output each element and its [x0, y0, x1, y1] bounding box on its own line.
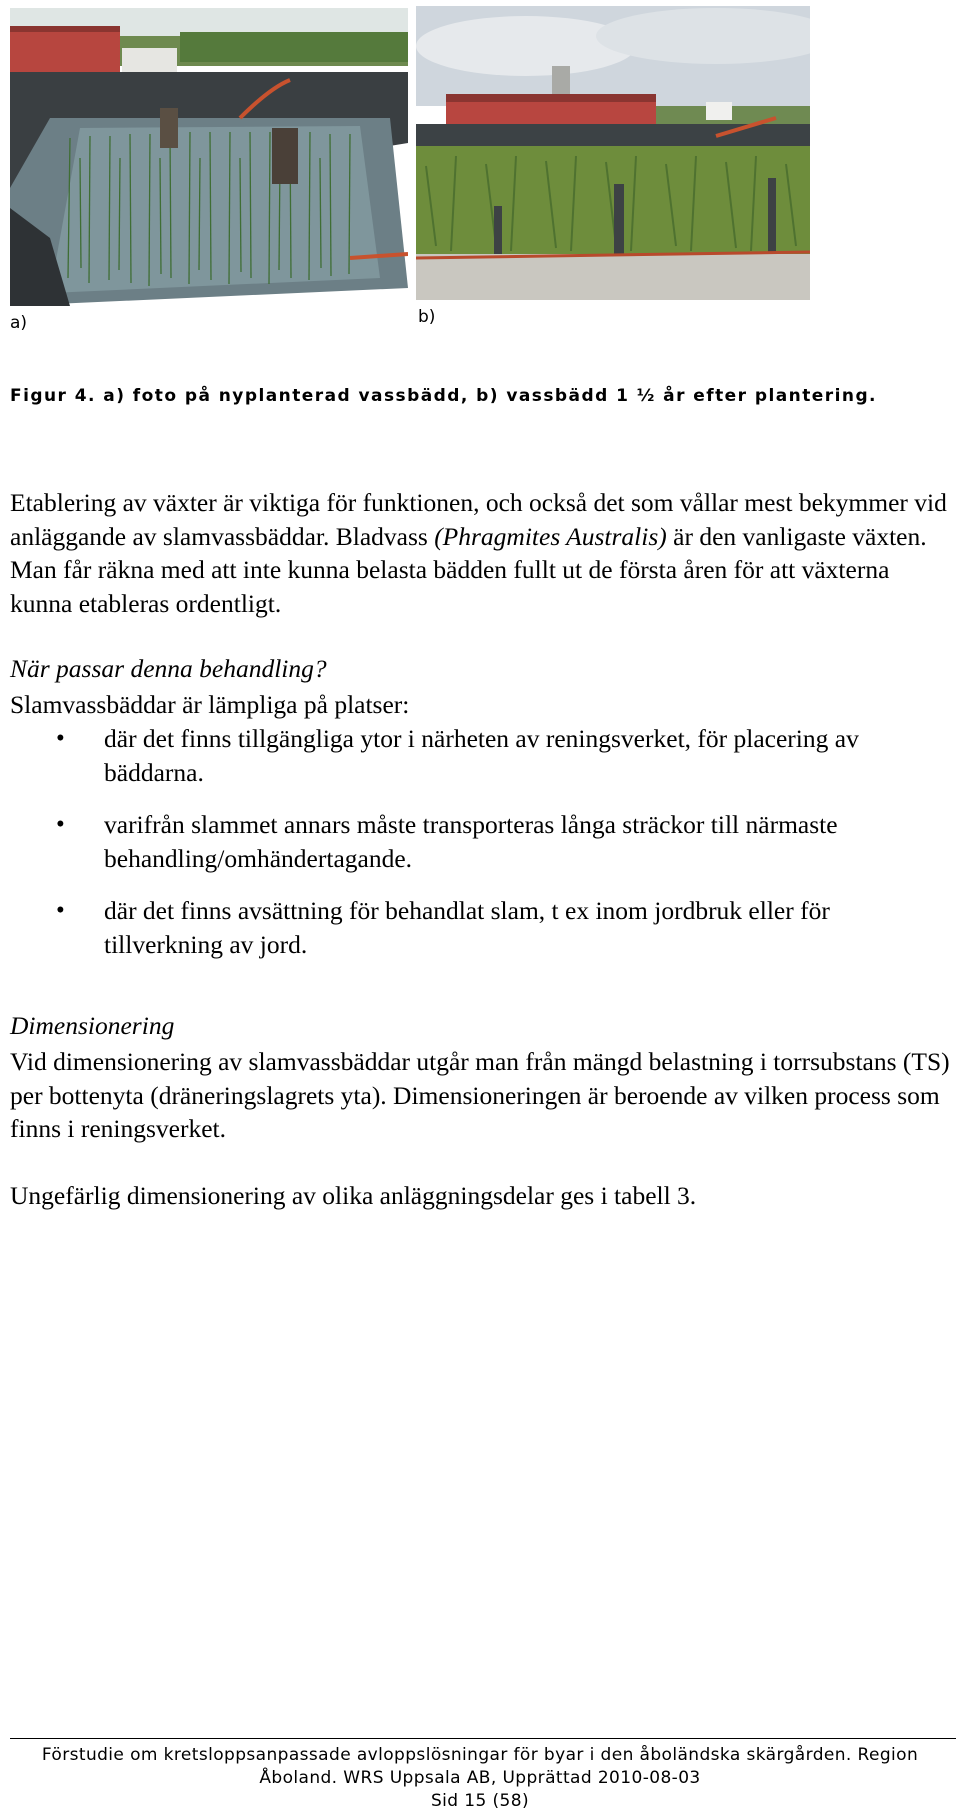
- list-item: [0, 722, 944, 789]
- list-item-text: där det finns avsättning för behandlat slam, t ex inom jordbruk eller för tillverkning av jord.: [104, 896, 830, 959]
- page-number: Sid 15 (58): [430, 1791, 530, 1811]
- bullet-list: [0, 808, 960, 875]
- list-item: [0, 808, 944, 875]
- paragraph-table-reference: Ungefärlig dimensionering av olika anläggningsdelar ges i tabell 3.: [10, 1181, 697, 1210]
- paragraph-text: är den vanligaste växten. Man får räkna med att inte kunna belasta bädden fullt ut de första åren för att växterna kunna etableras ordentligt.: [10, 521, 927, 618]
- footer-title-line-2: Åboland. WRS Uppsala AB, Upprättad 2010-08-03: [259, 1768, 701, 1788]
- figure-caption: Figur 4. a) foto på nyplanterad vassbädd, b) vassbädd 1 ½ år efter plantering.: [10, 386, 877, 406]
- footer-title-line-1: Förstudie om kretsloppsanpassade avloppslösningar för byar i den åboländska skärgården. Region: [41, 1745, 919, 1765]
- section-heading-when: När passar denna behandling?: [10, 654, 327, 683]
- photo-reed-bed-after-planting: [416, 6, 810, 300]
- photo-newly-planted-reed-bed: [10, 8, 408, 306]
- species-name: (Phragmites Australis): [434, 521, 667, 551]
- list-item: [0, 894, 944, 961]
- paragraph-text: Etablering av växter är viktiga för funktionen, och också det som vållar mest bekymmer vid anläggande av slamvassbäddar. Bladvass: [10, 488, 947, 551]
- bullet-list: [0, 722, 960, 789]
- figure-label-b: b): [418, 307, 436, 327]
- bullet-list: [0, 894, 960, 961]
- list-item-text: varifrån slammet annars måste transporteras långa sträckor till närmaste behandling/omhändertagande.: [104, 810, 838, 873]
- section-intro: Slamvassbäddar är lämpliga på platser:: [10, 690, 410, 719]
- bullet-icon: •: [56, 725, 65, 752]
- paragraph-dimensioning: Vid dimensionering av slamvassbäddar utgår man från mängd belastning i torrsubstans (TS) per bottenyta (dräneringslagrets yta). Dimensioneringen är beroende av vilken process som finns i reningsverket.: [10, 1047, 950, 1143]
- figure-label-a: a): [10, 313, 28, 333]
- footer-divider: [10, 1738, 956, 1739]
- section-heading-dimensioning: Dimensionering: [10, 1011, 175, 1040]
- bullet-icon: •: [56, 811, 65, 838]
- paragraph-plant-establishment: [10, 486, 950, 620]
- bullet-icon: •: [56, 897, 65, 924]
- list-item-text: där det finns tillgängliga ytor i närheten av reningsverket, för placering av bäddarna.: [104, 724, 859, 787]
